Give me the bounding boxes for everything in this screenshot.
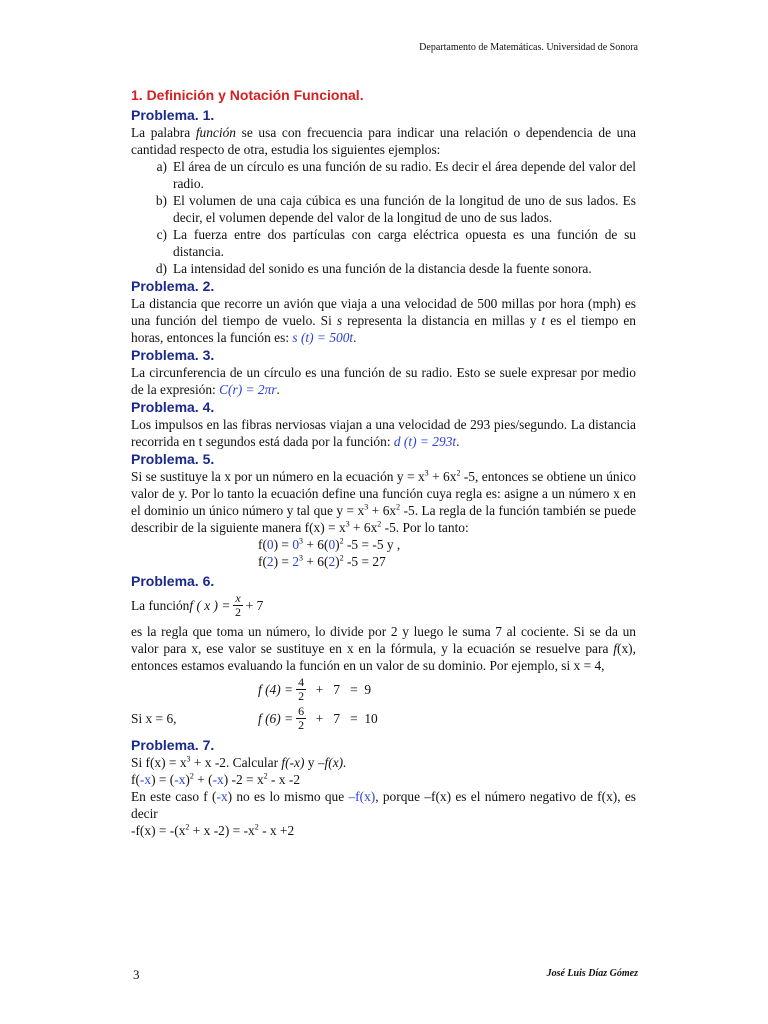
- list-item: [131, 260, 636, 277]
- problem-6-calc-2: Si x = 6, f (6) = $\frac{6}{2}$ + 7 = 10: [131, 704, 378, 732]
- list-item: [131, 158, 636, 192]
- list-item-text: El volumen de una caja cúbica es una función de la longitud de uno de sus lados. Es decir, el volumen depende del valor de la longitud de uno de sus lados.: [173, 193, 636, 225]
- function-expression: f ( x ) =: [189, 598, 231, 613]
- var-t: t: [541, 313, 546, 328]
- author-name: José Luis Díaz Gómez: [546, 968, 638, 979]
- section-title: 1. Definición y Notación Funcional.: [131, 87, 364, 103]
- text: La función: [131, 598, 190, 613]
- problem-2-title: Problema. 2.: [131, 278, 215, 294]
- problem-6-text: es la regla que toma un número, lo divide por 2 y luego le suma 7 al cociente. Si se da un valor para x, ese valor se sustituye en x en la fórmula, y la ecuación se resuelve para f(x), entonces estamos evaluando la función en un valor de su dominio. Por ejemplo, si x = 4,: [131, 624, 636, 673]
- problem-6-function: [131, 592, 636, 619]
- list-marker: b): [155, 193, 167, 208]
- list-marker: d): [155, 261, 167, 276]
- problem-5-eval-2: $f(2) = 2^3 + 6(2)^2$ -5 = 27: [258, 553, 386, 569]
- page-content: [131, 86, 636, 839]
- examples-list: [131, 158, 636, 277]
- problem-6-title: Problema. 6.: [131, 573, 215, 589]
- problem-2-text: La distancia que recorre un avión que viaja a una velocidad de 500 millas por hora (mph) es una función del tiempo de vuelo. Si s representa la distancia en millas y t es el tiempo en horas, entonces la función es: s (t) = 500t.: [131, 296, 636, 345]
- problem-5-eval-1: $f(0) = 0^3 + 6(0)^2$ -5 = -5 y ,: [258, 536, 401, 552]
- page-header: Departamento de Matemáticas. Universidad de Sonora: [419, 42, 638, 53]
- text: es el tiempo en horas, entonces la función es:: [131, 313, 636, 345]
- intro-text-cont: se usa con frecuencia para indicar una relación o dependencia de una cantidad respecto de otra, estudia los siguientes ejemplos:: [131, 125, 637, 157]
- fraction: $\frac{4}{2}$: [298, 675, 305, 703]
- formula: s (t) = 500t: [292, 330, 354, 345]
- text: La distancia que recorre un avión que viaja a una velocidad de 500 millas por hora (mph) es una función del tiempo de vuelo. Si: [131, 296, 636, 328]
- list-item: [131, 226, 636, 260]
- list-item-text: La intensidad del sonido es una función de la distancia desde la fuente sonora.: [173, 261, 592, 276]
- problem-7-line-3: En este caso f (-x) no es lo mismo que –f(x), porque –f(x) es el número negativo de f(x), es decir: [131, 789, 636, 821]
- problem-7-line-2: $f(-x) = (-x)^2 + (-x) -2 = x^2 - x$ -2: [131, 771, 301, 787]
- problem-3-text: La circunferencia de un círculo es una función de su radio. Esto se suele expresar por medio de la expresión: C(r) = 2πr.: [131, 365, 636, 397]
- text: Los impulsos en las fibras nerviosas viajan a una velocidad de 293 pies/segundo. La distancia recorrida en t segundos está dada por la función:: [131, 417, 636, 449]
- problem-1-title: Problema. 1.: [131, 107, 215, 123]
- fraction: $\frac{x}{2}$: [235, 591, 242, 619]
- formula: C(r) = 2πr: [219, 382, 277, 397]
- text: La circunferencia de un círculo es una función de su radio. Esto se suele expresar por medio de la expresión:: [131, 365, 636, 397]
- formula: d (t) = 293t: [393, 434, 457, 449]
- list-item-text: La fuerza entre dos partículas con carga eléctrica opuesta es una función de su distancia.: [173, 227, 636, 259]
- page-number: 3: [133, 967, 140, 982]
- list-item: [131, 192, 636, 226]
- problem-6-calc-1: f (4) = $\frac{4}{2}$ + 7 = 9: [258, 675, 372, 703]
- problem-1-intro: [131, 124, 636, 158]
- var-s: s: [336, 313, 343, 328]
- intro-text: La palabra: [131, 125, 196, 140]
- intro-emphasis: función: [195, 125, 236, 140]
- list-marker: c): [156, 227, 167, 242]
- problem-5-text: Si se sustituye la x por un número en la ecuación $y = x^3 + 6x^2$ -5, entonces se obtiene un único valor de y. Por lo tanto la ecuación define una función cuya regla es: asigne a un número x en el dominio un único número y tal que $y = x^3 + 6x^2$ -5. La regla de la función también se puede describir de la siguiente manera $f(x) = x^3 + 6x^2$ -5. Por lo tanto:: [131, 468, 637, 535]
- list-marker: a): [156, 159, 167, 174]
- text: + 7: [245, 598, 264, 613]
- problem-4-title: Problema. 4.: [131, 399, 215, 415]
- list-item-text: El área de un círculo es una función de su radio. Es decir el área depende del valor del radio.: [173, 159, 636, 191]
- problem-7-line-4: $-f(x) = -(x^2 + x$ $-2) = -x^2 - x +2$: [131, 822, 295, 838]
- text: representa la distancia en millas y: [342, 313, 542, 328]
- problem-7-line-1: Si $f(x) = x^3 + x$ -2. Calcular f(-x) y –f(x).: [131, 754, 347, 770]
- problem-4-text: Los impulsos en las fibras nerviosas viajan a una velocidad de 293 pies/segundo. La distancia recorrida en t segundos está dada por la función: d (t) = 293t.: [131, 417, 636, 449]
- problem-7-title: Problema. 7.: [131, 737, 215, 753]
- fraction: $\frac{6}{2}$: [298, 704, 305, 732]
- problem-3-title: Problema. 3.: [131, 347, 215, 363]
- problem-5-title: Problema. 5.: [131, 451, 215, 467]
